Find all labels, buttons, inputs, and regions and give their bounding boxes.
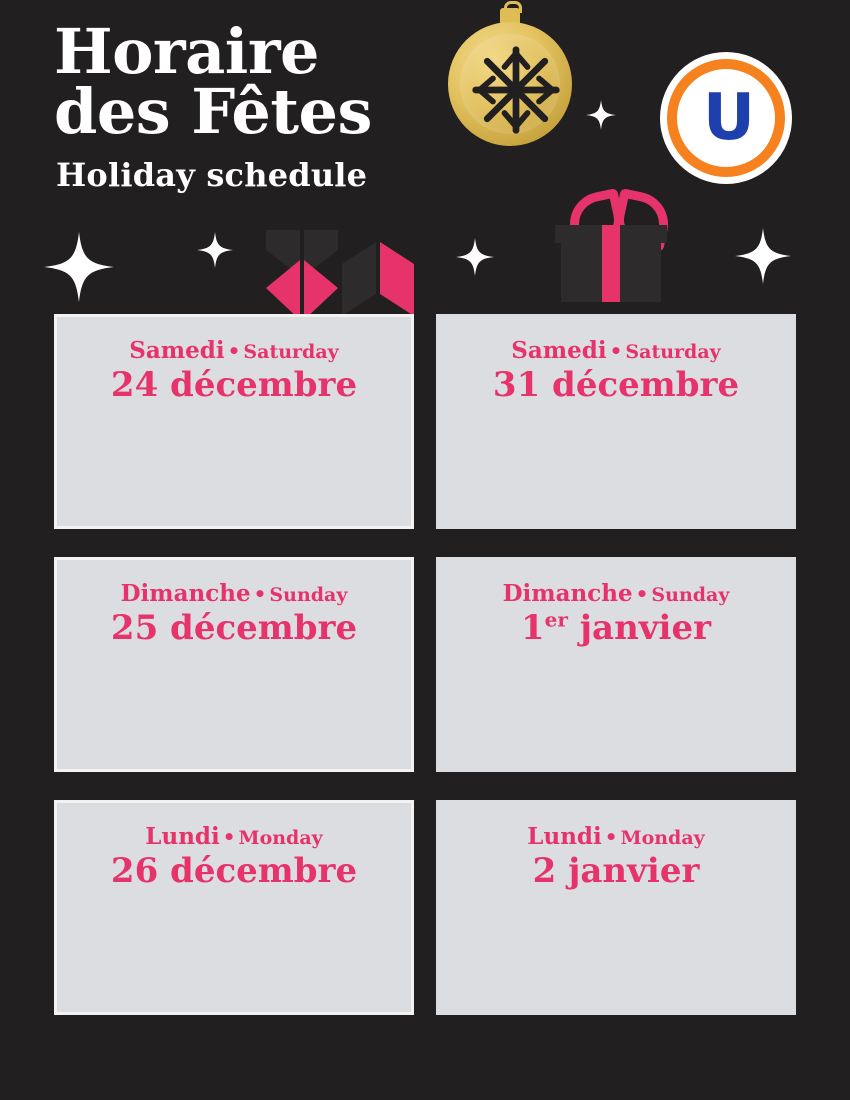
card-date-text: 25 décembre <box>110 608 358 648</box>
card-separator: • <box>604 825 618 849</box>
schedule-row <box>0 800 850 1015</box>
leaf-flower-icon <box>258 230 418 320</box>
card-day-line <box>57 825 411 848</box>
card-separator: • <box>222 825 236 849</box>
card-day-line <box>436 825 796 848</box>
card-separator: • <box>609 339 623 363</box>
union-logo <box>660 52 792 184</box>
card-day-en: Monday <box>238 827 323 849</box>
card-day-fr: Lundi <box>145 823 220 850</box>
schedule-grid <box>0 314 850 1043</box>
title-block <box>54 15 484 195</box>
sparkle-icon <box>197 232 233 268</box>
page-subtitle: Holiday schedule <box>56 156 368 195</box>
card-day-fr: Dimanche <box>120 580 251 607</box>
card-date <box>436 851 796 891</box>
card-day-en: Sunday <box>651 584 730 606</box>
logo-letter: U <box>703 81 755 155</box>
sparkle-icon <box>735 228 791 284</box>
card-date <box>57 851 411 891</box>
christmas-ball-ornament-icon <box>442 8 578 158</box>
schedule-card <box>54 800 414 1015</box>
card-date-text: 26 décembre <box>110 851 358 891</box>
card-date <box>57 608 411 648</box>
card-date-text: 1 <box>520 608 545 648</box>
card-day-en: Saturday <box>625 341 721 363</box>
card-day-fr: Dimanche <box>502 580 633 607</box>
card-date-text: 2 janvier <box>532 851 700 891</box>
schedule-row <box>0 314 850 529</box>
schedule-card <box>436 800 796 1015</box>
schedule-card <box>54 557 414 772</box>
title-fr-line2: des Fêtes <box>54 75 372 149</box>
sparkle-icon <box>456 238 494 276</box>
snowflake-icon <box>468 42 564 138</box>
card-date-superscript: er <box>544 607 568 632</box>
schedule-card <box>436 314 796 529</box>
card-day-fr: Lundi <box>527 823 602 850</box>
card-date-suffix: janvier <box>567 608 712 648</box>
schedule-card <box>436 557 796 772</box>
poster-header <box>0 0 850 310</box>
page-title <box>54 15 484 149</box>
card-day-line <box>57 339 411 362</box>
card-day-en: Monday <box>620 827 705 849</box>
card-separator: • <box>227 339 241 363</box>
card-date <box>57 365 411 405</box>
sparkle-icon <box>44 232 114 302</box>
sparkle-icon <box>586 100 616 130</box>
card-separator: • <box>253 582 267 606</box>
logo-inner-circle <box>684 76 774 166</box>
schedule-row <box>0 557 850 772</box>
card-day-line <box>57 582 411 605</box>
gift-ribbon <box>602 225 620 302</box>
card-date <box>436 607 796 648</box>
gift-box-icon <box>545 175 677 305</box>
card-date-text: 31 décembre <box>492 365 740 405</box>
card-date <box>436 365 796 405</box>
card-day-en: Saturday <box>243 341 339 363</box>
card-day-fr: Samedi <box>511 337 607 364</box>
card-day-line <box>436 582 796 605</box>
card-day-fr: Samedi <box>129 337 225 364</box>
card-day-en: Sunday <box>269 584 348 606</box>
schedule-card <box>54 314 414 529</box>
card-separator: • <box>635 582 649 606</box>
card-date-text: 24 décembre <box>110 365 358 405</box>
card-day-line <box>436 339 796 362</box>
title-fr-line1: Horaire <box>54 15 319 88</box>
